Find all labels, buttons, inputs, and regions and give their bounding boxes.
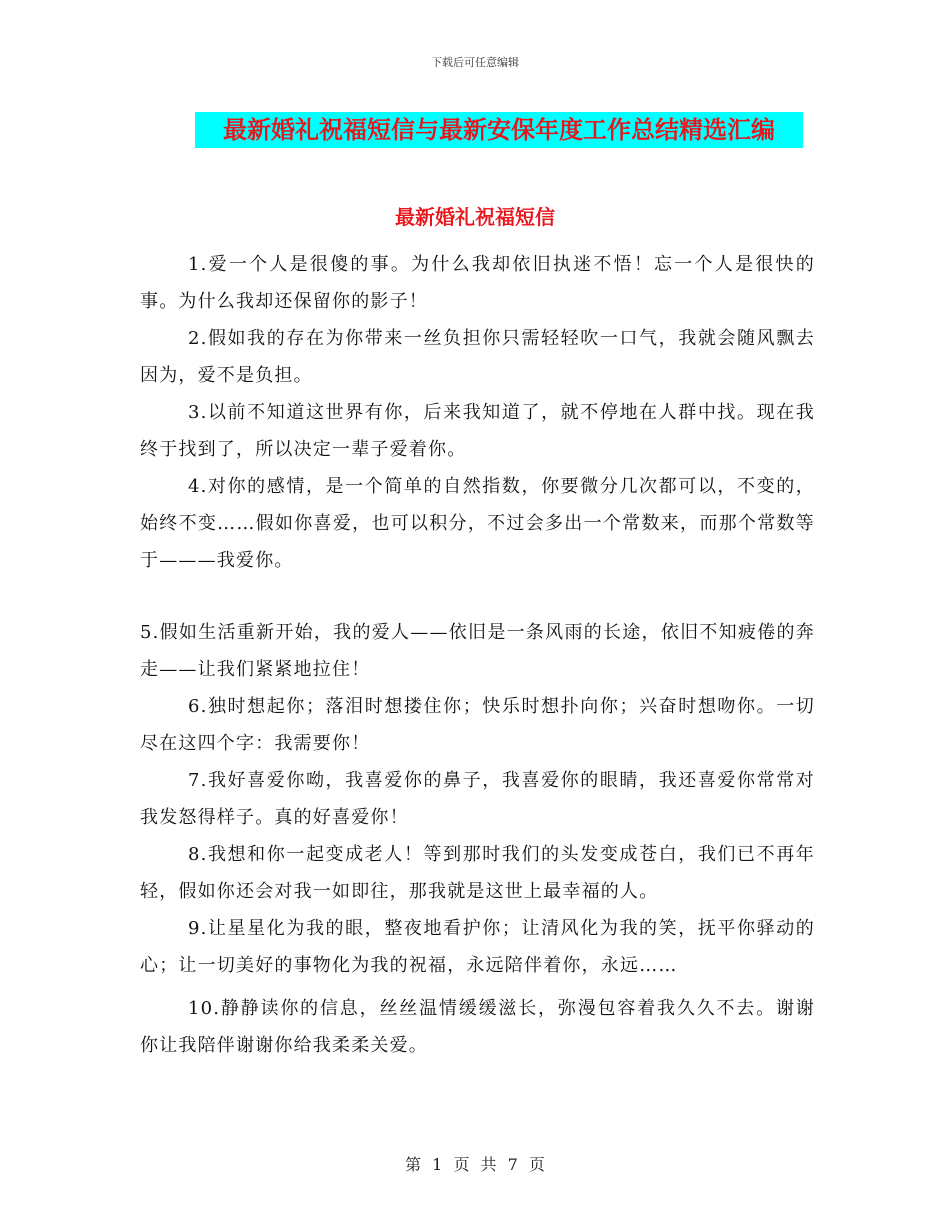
paragraph-2: 2.假如我的存在为你带来一丝负担你只需轻轻吹一口气，我就会随风飘去因为，爱不是负担。 <box>140 328 815 386</box>
document-title: 最新婚礼祝福短信与最新安保年度工作总结精选汇编 <box>195 112 803 148</box>
paragraph-4: 4.对你的感情，是一个简单的自然指数，你要微分几次都可以，不变的，始终不变……假如你喜爱，也可以积分，不过会多出一个常数来，而那个常数等于———我爱你。 <box>140 476 815 571</box>
paragraph-8: 8.我想和你一起变成老人！等到那时我们的头发变成苍白，我们已不再年轻，假如你还会对我一如即往，那我就是这世上最幸福的人。 <box>140 844 815 902</box>
page-number-footer: 第 1 页 共 7 页 <box>405 1155 545 1174</box>
paragraph-10: 10.静静读你的信息，丝丝温情缓缓滋长，弥漫包容着我久久不去。谢谢你让我陪伴谢谢你给我柔柔关爱。 <box>140 998 815 1056</box>
paragraph-6: 6.独时想起你；落泪时想搂住你；快乐时想扑向你；兴奋时想吻你。一切尽在这四个字：我需要你！ <box>140 696 815 754</box>
paragraph-5: 5.假如生活重新开始，我的爱人——依旧是一条风雨的长途，依旧不知疲倦的奔走——让我们紧紧地拉住！ <box>140 622 815 680</box>
paragraph-1: 1.爱一个人是很傻的事。为什么我却依旧执迷不悟！忘一个人是很快的事。为什么我却还保留你的影子！ <box>140 254 815 312</box>
document-body <box>140 246 815 1064</box>
paragraph-7: 7.我好喜爱你呦，我喜爱你的鼻子，我喜爱你的眼睛，我还喜爱你常常对我发怒得样子。真的好喜爱你！ <box>140 770 815 828</box>
header-note: 下载后可任意编辑 <box>431 56 519 69</box>
section-title: 最新婚礼祝福短信 <box>395 205 555 229</box>
paragraph-9: 9.让星星化为我的眼，整夜地看护你；让清风化为我的笑，抚平你驿动的心；让一切美好的事物化为我的祝福，永远陪伴着你，永远…… <box>140 918 815 976</box>
paragraph-3: 3.以前不知道这世界有你，后来我知道了，就不停地在人群中找。现在我终于找到了，所以决定一辈子爱着你。 <box>140 402 815 460</box>
